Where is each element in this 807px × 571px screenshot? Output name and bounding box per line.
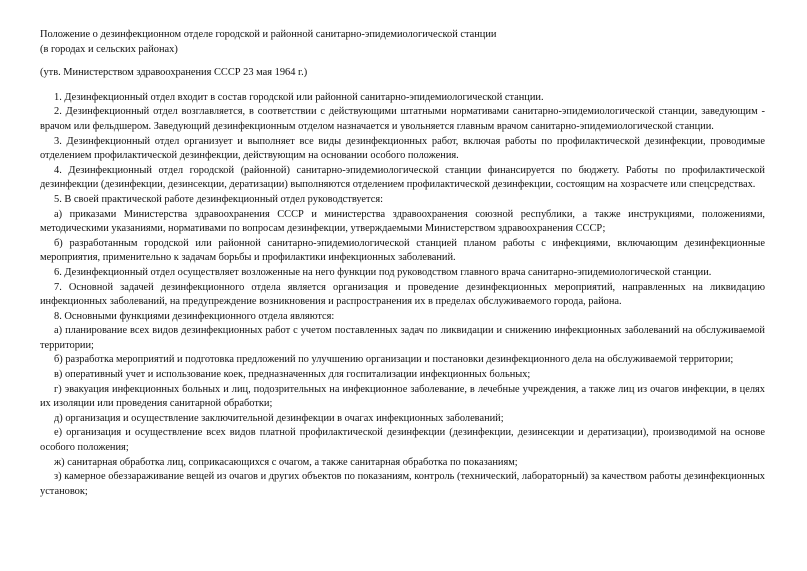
paragraph-7: 7. Основной задачей дезинфекционного отдела является организация и проведение дезинфекционных мероприятий, направленных на ликвидацию инфекционных заболеваний, на предупреждение возникновения и распространения их в пределах обслуживаемого города, района.	[40, 281, 765, 308]
paragraph-8a: а) планирование всех видов дезинфекционных работ с учетом поставленных задач по ликвидации и снижению инфекционных заболеваний на обслуживаемой территории;	[40, 325, 765, 351]
paragraph-5a: а) приказами Министерства здравоохранения СССР и министерства здравоохранения союзной республики, а также инструкциями, положениями, методическими указаниями, нормативами по вопросам дезинфекции, утверждаемыми Министерством здравоохранения СССР;	[40, 208, 765, 235]
paragraph-2: 2. Дезинфекционный отдел возглавляется, в соответствии с действующими штатными нормативами санитарно-эпидемиологической станции, заведующим - врачом или фельдшером. Заведующий дезинфекционным отделом назначается и увольняется главным врачом санитарно-эпидемиологической станции.	[40, 106, 765, 132]
paragraph-8g: г) эвакуация инфекционных больных и лиц, подозрительных на инфекционное заболевание, в лечебные учреждения, а также лиц из очагов инфекции, в целях их изоляции или проведения санитарной обработки;	[40, 383, 765, 410]
document-page	[40, 28, 765, 499]
paragraph-5b: б) разработанным городской или районной санитарно-эпидемиологической станцией планом работы с инфекциями, включающим дезинфекционные мероприятия, применительно к задачам борьбы и профилактики инфекционных заболеваний.	[40, 237, 765, 264]
paragraph-5: 5. В своей практической работе дезинфекционный отдел руководствуется:	[54, 193, 383, 205]
title-subline: (в городах и сельских районах)	[40, 43, 178, 55]
paragraph-8e: е) организация и осуществление всех видов платной профилактической дезинфекции (дезинфекции, дезинсекции и дератизации), производимой на основе особого положения;	[40, 427, 765, 454]
paragraph-3: 3. Дезинфекционный отдел организует и выполняет все виды дезинфекционных работ, включая работы по профилактической дезинфекции, проводимые отделением профилактической дезинфекции, действующим на основании особого положения.	[40, 135, 765, 162]
paragraph-8v: в) оперативный учет и использование коек, предназначенных для госпитализации инфекционных больных;	[54, 369, 531, 381]
paragraph-1: 1. Дезинфекционный отдел входит в состав городской или районной санитарно-эпидемиологической станции.	[54, 91, 544, 103]
paragraph-6: 6. Дезинфекционный отдел осуществляет возложенные на него функции под руководством главного врача санитарно-эпидемиологической станции.	[54, 266, 712, 278]
paragraph-8z: з) камерное обеззараживание вещей из очагов и других объектов по показаниям, контроль (технический, лабораторный) за качеством работы дезинфекционных установок;	[40, 471, 765, 497]
paragraph-8b: б) разработка мероприятий и подготовка предложений по улучшению организации и постановки дезинфекционного дела на обслуживаемой территории;	[54, 354, 734, 366]
approval-note: (утв. Министерством здравоохранения СССР 23 мая 1964 г.)	[40, 67, 308, 79]
title-line: Положение о дезинфекционном отделе городской и районной санитарно-эпидемиологической станции	[40, 29, 497, 40]
paragraph-8: 8. Основными функциями дезинфекционного отдела являются:	[54, 310, 335, 322]
paragraph-8d: д) организация и осуществление заключительной дезинфекции в очагах инфекционных заболеваний;	[54, 412, 504, 424]
document-title	[40, 28, 765, 57]
paragraph-8zh: ж) санитарная обработка лиц, соприкасающихся с очагом, а также санитарная обработка по показаниям;	[54, 456, 518, 468]
paragraph-4: 4. Дезинфекционный отдел городской (районной) санитарно-эпидемиологической станции финансируется по бюджету. Работы по профилактической дезинфекции (дезинфекции, дезинсекции, дератизации) выполняются отделением профилактической дезинфекции, состоящим на хозрасчете или спецсредствах.	[40, 164, 765, 191]
